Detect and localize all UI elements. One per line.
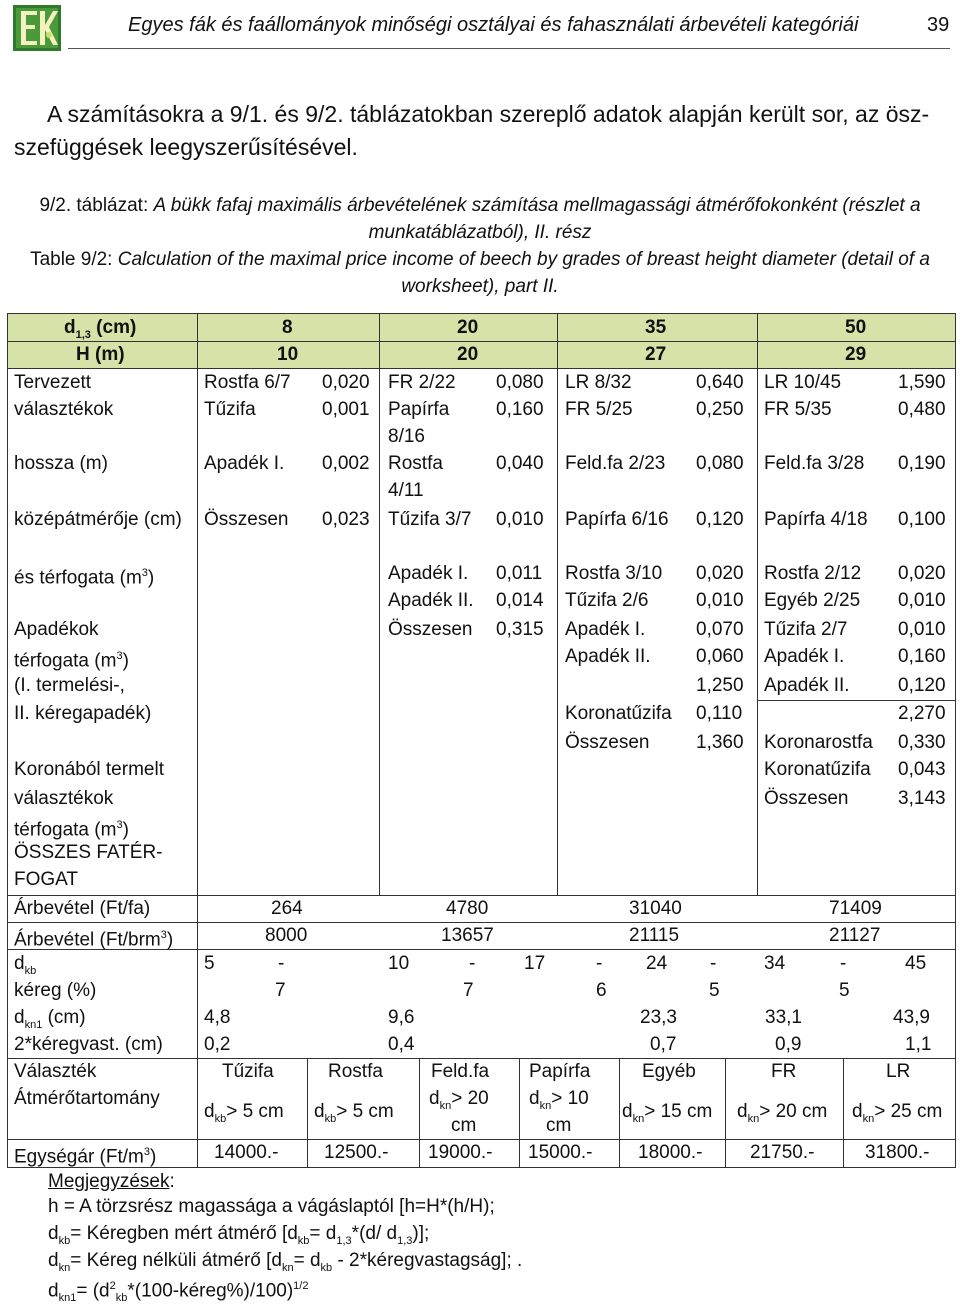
note-line: $d_{kn1}=$ $(d^2_{kb}*(100-kéreg\%)/100)^{1/2}$ xyxy=(48,1280,309,1305)
revenue-m3-value: 21115 xyxy=(629,925,680,946)
col20-value: 0,080 xyxy=(496,372,544,393)
col35-name: Papírfa 6/16 xyxy=(565,509,669,530)
col50-name: Koronarostfa xyxy=(764,732,873,753)
col50-value: 0,120 xyxy=(898,675,946,696)
col50-name: Rostfa 2/12 xyxy=(764,563,862,584)
col35-value: 0,110 xyxy=(696,703,743,724)
dkn1-label: $d_{kn1}$ (cm) xyxy=(14,1007,86,1031)
col-divider xyxy=(197,314,198,1168)
notes-title: Megjegyzések: xyxy=(48,1171,175,1192)
diameter-range: $d_{kn}> 25$ cm xyxy=(852,1101,943,1125)
diameter-range: $d_{kb}> 5$ cm xyxy=(204,1101,284,1125)
col8-value: 0,002 xyxy=(322,453,370,474)
col50-value: 2,270 xyxy=(898,703,946,724)
col35-name: LR 8/32 xyxy=(565,372,632,393)
bark-value: 6 xyxy=(596,980,607,1001)
bark-value: 7 xyxy=(463,980,474,1001)
diameter-range: $d_{kn}> 20$ cm xyxy=(737,1101,828,1125)
col20-name-2: 4/11 xyxy=(388,480,424,501)
col35-name: Rostfa 3/10 xyxy=(565,563,663,584)
note-line: h = A törzsrész magassága a vágáslaptól [h=H*(h/H); xyxy=(48,1196,495,1217)
col50-name: FR 5/35 xyxy=(764,399,832,420)
col35-name: FR 5/25 xyxy=(565,399,633,420)
caption-hu-text-2: munkatáblázatból), II. rész xyxy=(368,222,592,243)
col35-value: 0,060 xyxy=(696,646,744,667)
col-divider xyxy=(419,1058,420,1168)
caption-en-label: Table 9/2: xyxy=(30,249,113,270)
revenue-m3-value: 13657 xyxy=(441,925,494,946)
col50-value: 0,480 xyxy=(898,399,946,420)
col35-value: 0,020 xyxy=(696,563,744,584)
assortment-name: Feld.fa xyxy=(431,1061,490,1082)
page-number: 39 xyxy=(927,14,950,36)
assortment-name: FR xyxy=(771,1061,797,1082)
header-rule xyxy=(68,48,950,49)
running-title: Egyes fák és faállományok minőségi osztályai és fahasználati árbevételi kategóriái xyxy=(128,14,859,36)
h1-value: 20 xyxy=(457,317,479,338)
bark-thickness-value: 0,2 xyxy=(204,1034,231,1055)
row-label: választékok xyxy=(14,788,114,809)
dkb-value: 24 xyxy=(646,953,668,974)
h1-value: 35 xyxy=(645,317,667,338)
col50-value: 1,590 xyxy=(898,372,946,393)
bark-value: 5 xyxy=(839,980,850,1001)
assortment-name: LR xyxy=(886,1061,911,1082)
col20-value: 0,014 xyxy=(496,590,544,611)
col50-value: 0,160 xyxy=(898,646,946,667)
dkb-value: 45 xyxy=(905,953,927,974)
col20-name: Apadék II. xyxy=(388,590,474,611)
dkn1-value: 33,1 xyxy=(765,1007,802,1028)
note-line: $d_{kn}=$ Kéreg nélküli átmérő [$d_{kn}= d_{kb}$ - 2*kéregvastagság]; . xyxy=(48,1250,523,1274)
col-divider xyxy=(757,314,758,896)
revenue-tree-value: 71409 xyxy=(829,898,882,919)
col20-value: 0,011 xyxy=(496,563,543,584)
caption-hu-line-1 xyxy=(0,192,960,219)
bark-label: kéreg (%) xyxy=(14,980,97,1001)
col35-name: Apadék II. xyxy=(565,646,651,667)
caption-hu-text-1: A bükk fafaj maximális árbevételének számítása mellmagassági átmérőfokonként (részlet a xyxy=(153,195,921,216)
caption-hu-label: 9/2. táblázat: xyxy=(39,195,149,216)
col20-value: 0,010 xyxy=(496,509,544,530)
dkn1-value: 4,8 xyxy=(204,1007,231,1028)
col-divider xyxy=(619,1058,620,1168)
col8-name: Tűzifa xyxy=(204,399,256,420)
col20-name-2: 8/16 xyxy=(388,426,425,447)
col35-value: 0,640 xyxy=(696,372,744,393)
unit-price-value: 31800.- xyxy=(865,1142,930,1163)
assortment-name: Rostfa xyxy=(328,1061,383,1082)
diameter-range-unit: cm xyxy=(451,1115,477,1136)
assortment-name: Tűzifa xyxy=(222,1061,274,1082)
unit-price-value: 14000.- xyxy=(214,1142,279,1163)
col50-value: 0,010 xyxy=(898,590,946,611)
caption-en-text-1: Calculation of the maximal price income of beech by grades of breast height diameter (detail of a xyxy=(117,249,930,270)
unit-price-label: Egységár $(Ft/m^3)$ xyxy=(14,1146,157,1168)
col8-value: 0,023 xyxy=(322,509,370,530)
col8-name: Rostfa 6/7 xyxy=(204,372,291,393)
dkb-dash: - xyxy=(278,953,285,974)
col-divider xyxy=(379,314,380,896)
diameter-range: $d_{kb}> 5$ cm xyxy=(314,1101,394,1125)
row-label: és térfogata $(m^3)$ xyxy=(14,567,155,589)
bark-value: 5 xyxy=(709,980,720,1001)
assortment-name: Papírfa xyxy=(529,1061,591,1082)
row-label: térfogata $(m^3)$ xyxy=(14,819,129,841)
bark-thickness-value: 0,7 xyxy=(650,1034,677,1055)
col35-value: 0,070 xyxy=(696,619,744,640)
revenue-tree-label: Árbevétel (Ft/fa) xyxy=(14,898,151,919)
row-label: Koronából termelt xyxy=(14,759,164,780)
h2-value: 27 xyxy=(645,344,667,365)
col8-value: 0,001 xyxy=(322,399,370,420)
col20-name: Apadék I. xyxy=(388,563,469,584)
row-label: (I. termelési-, xyxy=(14,675,125,696)
h2-value: 10 xyxy=(277,344,299,365)
unit-price-value: 18000.- xyxy=(638,1142,703,1163)
dkb-dash: - xyxy=(710,953,717,974)
revenue-m3-label: Árbevétel (Ft/brm$^3$) xyxy=(14,929,174,951)
row-label: választékok xyxy=(14,399,114,420)
col20-value: 0,315 xyxy=(496,619,544,640)
h2-value: 20 xyxy=(457,344,479,365)
row-label: középátmérője (cm) xyxy=(14,509,182,530)
unit-price-value: 21750.- xyxy=(750,1142,815,1163)
col8-value: 0,020 xyxy=(322,372,370,393)
unit-price-value: 12500.- xyxy=(324,1142,389,1163)
h1-value: 50 xyxy=(845,317,867,338)
col35-name: Koronatűzifa xyxy=(565,703,672,724)
col50-value: 0,020 xyxy=(898,563,946,584)
diameter-range-label: Átmérőtartomány xyxy=(14,1088,160,1109)
note-line: $d_{kb}=$ Kéregben mért átmérő [$d_{kb}= d_{1,3}*(d/$ $d_{1,3}$)]; xyxy=(48,1223,430,1247)
intro-line-1: A számításokra a 9/1. és 9/2. táblázatokban szereplő adatok alapján került sor, az ösz- xyxy=(47,101,930,127)
diameter-range: $d_{kn}> 15$ cm xyxy=(622,1101,713,1125)
unit-price-value: 15000.- xyxy=(528,1142,593,1163)
dkn1-value: 23,3 xyxy=(640,1007,677,1028)
col20-value: 0,160 xyxy=(496,399,544,420)
col20-name: Rostfa xyxy=(388,453,443,474)
row-label: II. kéregapadék) xyxy=(14,703,152,724)
dkb-dash: - xyxy=(596,953,603,974)
col50-name: Koronatűzifa xyxy=(764,759,871,780)
col35-name: Tűzifa 2/6 xyxy=(565,590,649,611)
col20-value: 0,040 xyxy=(496,453,544,474)
bark-thickness-value: 1,1 xyxy=(905,1034,932,1055)
bark-thickness-value: 0,4 xyxy=(388,1034,415,1055)
assortment-label: Választék xyxy=(14,1061,97,1082)
row-label: Tervezett xyxy=(14,372,92,393)
col50-name: Tűzifa 2/7 xyxy=(764,619,848,640)
bark-thickness-value: 0,9 xyxy=(775,1034,802,1055)
col-divider xyxy=(307,1058,308,1168)
dkn1-value: 9,6 xyxy=(388,1007,415,1028)
col-divider xyxy=(725,1058,726,1168)
col-divider xyxy=(519,1058,520,1168)
diameter-range-unit: cm xyxy=(546,1115,572,1136)
col-divider xyxy=(843,1058,844,1168)
h2-value: 29 xyxy=(845,344,867,365)
bark-thickness-label: 2*kéregvast. (cm) xyxy=(14,1034,163,1055)
dkb-dash: - xyxy=(469,953,476,974)
assortment-name: Egyéb xyxy=(642,1061,696,1082)
col35-name: Feld.fa 2/23 xyxy=(565,453,666,474)
col50-name: Apadék II. xyxy=(764,675,850,696)
revenue-m3-value: 8000 xyxy=(265,925,308,946)
col50-name: Egyéb 2/25 xyxy=(764,590,861,611)
col50-name: LR 10/45 xyxy=(764,372,842,393)
dkb-label: $d_{kb}$ xyxy=(14,953,37,977)
col50-value: 3,143 xyxy=(898,788,946,809)
unit-price-value: 19000.- xyxy=(428,1142,493,1163)
revenue-tree-value: 4780 xyxy=(446,898,489,919)
col20-name: FR 2/22 xyxy=(388,372,456,393)
dkb-dash: - xyxy=(840,953,847,974)
row-label: ÖSSZES FATÉR- xyxy=(14,842,163,863)
col35-value: 0,120 xyxy=(696,509,744,530)
col8-name: Összesen xyxy=(204,509,289,530)
dkb-value: 17 xyxy=(524,953,546,974)
col50-value: 0,330 xyxy=(898,732,946,753)
row-label: térfogata $(m^3)$ xyxy=(14,650,129,672)
col50-name: Összesen xyxy=(764,788,849,809)
revenue-tree-value: 264 xyxy=(271,898,303,919)
intro-line-2: szefüggések leegyszerűsítésével. xyxy=(14,134,358,160)
bark-value: 7 xyxy=(275,980,286,1001)
col35-value: 0,010 xyxy=(696,590,744,611)
row-label: Apadékok xyxy=(14,619,99,640)
revenue-tree-value: 31040 xyxy=(629,898,682,919)
col35-value: 0,250 xyxy=(696,399,744,420)
col35-name: Apadék I. xyxy=(565,619,646,640)
diameter-range: $d_{kn}> 10$ xyxy=(529,1088,589,1112)
h2-label: H (m) xyxy=(76,344,125,365)
col50-value: 0,043 xyxy=(898,759,946,780)
dkb-value: 34 xyxy=(764,953,786,974)
row-label: FOGAT xyxy=(14,869,79,890)
col50-name: Feld.fa 3/28 xyxy=(764,453,865,474)
page-header xyxy=(0,0,960,60)
col50-name: Papírfa 4/18 xyxy=(764,509,868,530)
dkn1-value: 43,9 xyxy=(893,1007,930,1028)
col20-name: Összesen xyxy=(388,619,473,640)
col50-value: 0,100 xyxy=(898,509,946,530)
caption-en-line-1 xyxy=(0,246,960,273)
h1-value: 8 xyxy=(282,317,293,338)
col50-value: 0,010 xyxy=(898,619,946,640)
col35-value: 1,360 xyxy=(696,732,744,753)
col50-name: Apadék I. xyxy=(764,646,845,667)
col50-value: 0,190 xyxy=(898,453,946,474)
dkb-value: 10 xyxy=(388,953,410,974)
caption-en-text-2: worksheet), part II. xyxy=(401,276,559,297)
dkb-value: 5 xyxy=(204,953,215,974)
ek-logo-icon xyxy=(13,5,61,51)
col35-value: 1,250 xyxy=(696,675,744,696)
col20-name: Tűzifa 3/7 xyxy=(388,509,472,530)
col35-value: 0,080 xyxy=(696,453,744,474)
col20-name: Papírfa xyxy=(388,399,450,420)
h1-label: $d_{1,3}$ (cm) xyxy=(64,317,137,341)
row-divider xyxy=(7,341,956,342)
diameter-range: $d_{kn}> 20$ xyxy=(429,1088,489,1112)
col8-name: Apadék I. xyxy=(204,453,285,474)
col-divider xyxy=(557,314,558,896)
row-label: hossza (m) xyxy=(14,453,108,474)
revenue-m3-value: 21127 xyxy=(829,925,881,946)
col35-name: Összesen xyxy=(565,732,650,753)
